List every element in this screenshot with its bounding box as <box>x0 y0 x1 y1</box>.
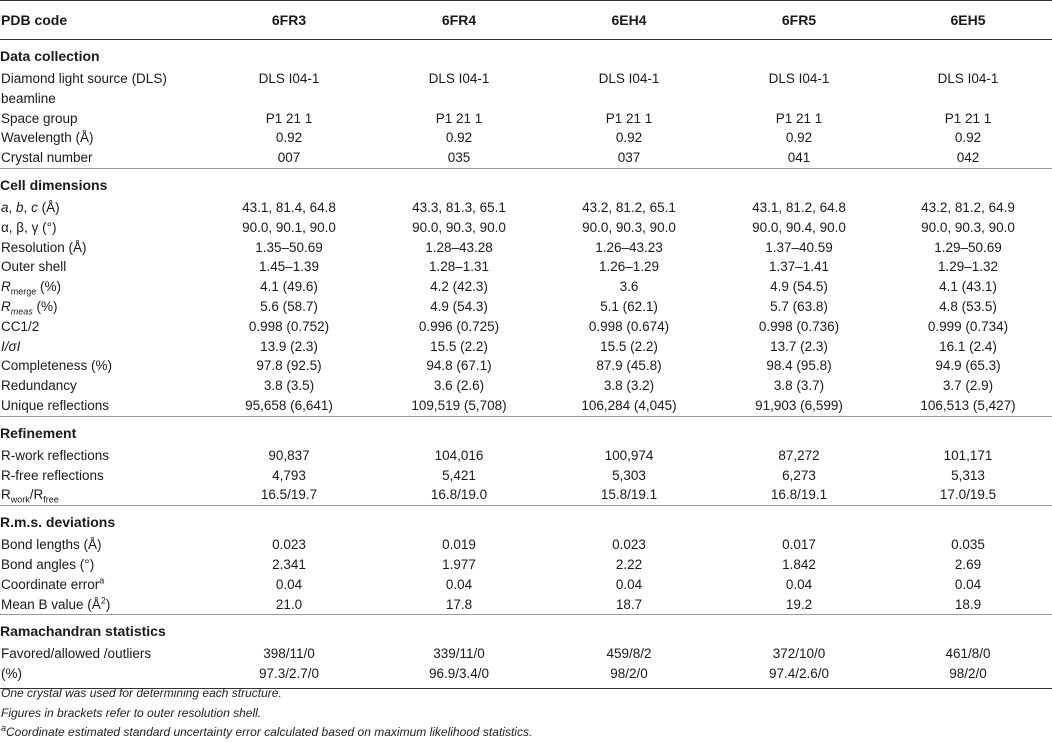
row-label-cc: CC1/2 <box>1 318 40 334</box>
cell: 5.6 (58.7) <box>260 298 318 314</box>
cell: 0.999 (0.734) <box>927 318 1009 334</box>
table-row <box>0 337 1052 357</box>
cell: 1.28–43.28 <box>425 239 493 255</box>
cell: 1.29–50.69 <box>934 239 1002 255</box>
cell: 98/2/0 <box>884 664 1052 688</box>
row-label-i-sigma: I/σI <box>1 338 21 354</box>
cell: 43.2, 81.2, 64.9 <box>921 199 1015 215</box>
footnote: One crystal was used for determining each structure. <box>1 686 282 700</box>
cell: 97.8 (92.5) <box>256 358 322 374</box>
header-label: PDB code <box>0 1 204 40</box>
cell: 4.8 (53.5) <box>939 298 997 314</box>
cell: 15.5 (2.2) <box>600 338 658 354</box>
cell: 15.8/19.1 <box>600 487 658 503</box>
cell: 0.04 <box>445 576 473 592</box>
table-row <box>0 317 1052 337</box>
row-label-favored: Favored/allowed /outliers <box>1 646 152 662</box>
cell: 007 <box>277 150 301 166</box>
table-row <box>0 277 1052 297</box>
cell: 90.0, 90.3, 90.0 <box>921 219 1015 235</box>
cell: 106,284 (4,045) <box>581 397 677 413</box>
cell: 1.28–1.31 <box>428 259 490 275</box>
cell: 0.92 <box>785 130 813 146</box>
cell: 104,016 <box>434 447 484 463</box>
cell: 3.8 (3.5) <box>263 378 315 394</box>
cell: 0.92 <box>445 130 473 146</box>
row-label-percent: (%) <box>0 664 204 688</box>
cell: 1.29–1.32 <box>937 259 999 275</box>
cell: 5,313 <box>951 467 985 483</box>
table-row <box>0 257 1052 277</box>
cell: 90.0, 90.1, 90.0 <box>242 219 336 235</box>
row-label-resolution: Resolution (Å) <box>1 239 87 255</box>
footnote: $^a$Coordinate estimated standard uncertainty error calculated based on maximum likelihood statistics. <box>1 723 533 739</box>
cell: 16.8/19.0 <box>430 487 488 503</box>
cell: 90.0, 90.3, 90.0 <box>412 219 506 235</box>
cell: 95,658 (6,641) <box>245 397 333 413</box>
table-row <box>0 69 1052 109</box>
table-row <box>0 356 1052 376</box>
section-row <box>0 40 1052 70</box>
cell: 43.1, 81.2, 64.8 <box>752 199 846 215</box>
row-label-rmeas: $R_{meas}$ (%) <box>1 298 58 317</box>
cell: DLS I04-1 <box>937 71 999 86</box>
cell: 339/11/0 <box>433 646 485 662</box>
row-label-rmerge: $R_{merge}$ (%) <box>1 279 62 297</box>
cell: 372/10/0 <box>772 646 826 662</box>
cell: P1 21 1 <box>605 110 653 126</box>
table-row <box>0 396 1052 416</box>
cell: 13.9 (2.3) <box>260 338 318 354</box>
cell: 94.8 (67.1) <box>426 358 492 374</box>
cell: 106,513 (5,427) <box>920 397 1016 413</box>
cell: 2.69 <box>954 556 982 572</box>
cell: 18.9 <box>954 596 982 612</box>
cell: P1 21 1 <box>435 110 483 126</box>
cell: 0.998 (0.736) <box>758 318 840 334</box>
cell: 18.7 <box>615 596 643 612</box>
row-label-mean-b: Mean B value $(Å^2)$ <box>1 595 111 612</box>
cell: 91,903 (6,599) <box>755 397 843 413</box>
table-row <box>0 148 1052 168</box>
cell: 3.6 (2.6) <box>433 378 485 394</box>
cell: 2.22 <box>615 556 643 572</box>
cell: 0.998 (0.752) <box>248 318 330 334</box>
cell: 4,793 <box>272 467 306 483</box>
cell: DLS I04-1 <box>768 71 830 86</box>
header-row <box>0 1 1052 40</box>
cell: 035 <box>447 150 471 166</box>
cell: 43.3, 81.3, 65.1 <box>412 199 506 215</box>
row-label-unique: Unique reflections <box>1 397 110 413</box>
table-row <box>0 128 1052 148</box>
cell: 3.6 <box>619 279 639 295</box>
table-row <box>0 575 1052 595</box>
cell: 0.023 <box>612 537 646 553</box>
cell: P1 21 1 <box>944 110 992 126</box>
cell: 037 <box>617 150 641 166</box>
section-row <box>0 615 1052 645</box>
table-row <box>0 238 1052 258</box>
cell: 1.37–1.41 <box>768 259 830 275</box>
cell: 398/11/0 <box>263 646 315 662</box>
row-label-bond-lengths: Bond lengths (Å) <box>1 537 102 553</box>
table-row <box>0 446 1052 466</box>
cell: 87.9 (45.8) <box>596 358 662 374</box>
row-label-crystal-number: Crystal number <box>1 150 93 166</box>
cell: 0.92 <box>275 130 303 146</box>
cell: 100,974 <box>604 447 654 463</box>
table-footnotes <box>1 684 532 743</box>
row-label-rwork-rfree: $R_{work}/R_{free}$ <box>1 487 59 506</box>
header-code: 6FR4 <box>374 1 544 40</box>
cell: 5,303 <box>612 467 646 483</box>
cell: 0.04 <box>615 576 643 592</box>
cell: 6,273 <box>782 467 816 483</box>
table-row <box>0 535 1052 555</box>
row-label-redundancy: Redundancy <box>1 378 77 394</box>
cell: 0.996 (0.725) <box>418 318 500 334</box>
cell: 17.0/19.5 <box>939 487 997 503</box>
cell: 13.7 (2.3) <box>770 338 828 354</box>
cell: 43.1, 81.4, 64.8 <box>242 199 336 215</box>
header-code: 6FR5 <box>714 1 884 40</box>
cell: 4.9 (54.3) <box>430 298 488 314</box>
section-row <box>0 416 1052 446</box>
row-label-outer-shell: Outer shell <box>1 259 67 275</box>
cell: 87,272 <box>778 447 820 463</box>
cell: 5,421 <box>442 467 476 483</box>
cell: 461/8/0 <box>945 646 991 662</box>
row-label-abc: a, b, c (Å) <box>1 199 60 215</box>
row-label-coord-error: Coordinate error$^a$ <box>1 575 105 592</box>
row-label-rwork-refl: R-work reflections <box>1 447 110 463</box>
footnote: Figures in brackets refer to outer resolution shell. <box>1 705 262 720</box>
cell: 19.2 <box>785 596 813 612</box>
cell: 16.8/19.1 <box>770 487 828 503</box>
section-refinement: Refinement <box>0 416 1052 446</box>
row-label-wavelength: Wavelength (Å) <box>1 130 94 146</box>
cell: 101,171 <box>943 447 993 463</box>
cell: 96.9/3.4/0 <box>374 664 544 688</box>
cell: DLS I04-1 <box>258 71 320 86</box>
cell: 109,519 (5,708) <box>411 397 507 413</box>
cell: 0.04 <box>275 576 303 592</box>
cell: 16.5/19.7 <box>260 487 318 503</box>
table-row <box>0 109 1052 129</box>
cell: 97.3/2.7/0 <box>204 664 374 688</box>
cell: 90.0, 90.4, 90.0 <box>752 219 846 235</box>
cell: 43.2, 81.2, 65.1 <box>582 199 676 215</box>
cell: 1.37–40.59 <box>765 239 833 255</box>
cell: 1.26–43.23 <box>595 239 663 255</box>
section-cell-dimensions: Cell dimensions <box>0 168 1052 198</box>
table-row <box>0 555 1052 575</box>
table-row <box>0 644 1052 664</box>
cell: 98.4 (95.8) <box>766 358 832 374</box>
cell: 98/2/0 <box>544 664 714 688</box>
cell: 0.017 <box>782 537 816 553</box>
table-row <box>0 198 1052 218</box>
section-ramachandran: Ramachandran statistics <box>0 615 1052 645</box>
cell: 3.7 (2.9) <box>942 378 994 394</box>
cell: 0.019 <box>442 537 476 553</box>
row-label-angles: α, β, γ (°) <box>1 219 57 235</box>
cell: 5.7 (63.8) <box>770 298 828 314</box>
section-row <box>0 506 1052 536</box>
cell: 90,837 <box>268 447 310 463</box>
cell: P1 21 1 <box>265 110 313 126</box>
section-data-collection: Data collection <box>0 48 100 64</box>
cell: 2.341 <box>272 556 306 572</box>
cell: DLS I04-1 <box>598 71 660 86</box>
row-label-space-group: Space group <box>1 110 78 126</box>
cell: 94.9 (65.3) <box>935 358 1001 374</box>
cell: 21.0 <box>275 596 303 612</box>
table-row <box>0 297 1052 317</box>
cell: 97.4/2.6/0 <box>714 664 884 688</box>
row-label-rfree-refl: R-free reflections <box>1 467 104 483</box>
cell: 4.1 (43.1) <box>939 279 997 295</box>
section-row <box>0 168 1052 198</box>
table-row <box>0 595 1052 615</box>
cell: 0.04 <box>954 576 982 592</box>
cell: 16.1 (2.4) <box>939 338 997 354</box>
table-row <box>0 485 1052 505</box>
cell: 1.977 <box>442 556 476 572</box>
row-label-completeness: Completeness (%) <box>1 358 113 374</box>
cell: 0.023 <box>272 537 306 553</box>
header-code: 6EH4 <box>544 1 714 40</box>
cell: 3.8 (3.2) <box>603 378 655 394</box>
cell: 0.035 <box>951 537 985 553</box>
table-row <box>0 218 1052 238</box>
cell: DLS I04-1 <box>428 71 490 86</box>
cell: 042 <box>956 150 980 166</box>
header-code: 6FR3 <box>204 1 374 40</box>
cell: 1.26–1.29 <box>598 259 660 275</box>
cell: 17.8 <box>445 596 473 612</box>
cell: 3.8 (3.7) <box>773 378 825 394</box>
cell: 90.0, 90.3, 90.0 <box>582 219 676 235</box>
cell: P1 21 1 <box>775 110 823 126</box>
cell: 1.35–50.69 <box>255 239 323 255</box>
row-label-bond-angles: Bond angles (°) <box>1 556 95 572</box>
cell: 0.92 <box>615 130 643 146</box>
cell: 5.1 (62.1) <box>600 298 658 314</box>
cell: 4.2 (42.3) <box>430 279 488 295</box>
cell: 1.45–1.39 <box>258 259 320 275</box>
row-label-beamline: Diamond light source (DLS) beamline <box>1 71 167 106</box>
cell: 0.998 (0.674) <box>588 318 670 334</box>
header-code: 6EH5 <box>884 1 1052 40</box>
cell: 041 <box>787 150 811 166</box>
cell: 0.04 <box>785 576 813 592</box>
table-row <box>0 466 1052 486</box>
cell: 4.1 (49.6) <box>260 279 318 295</box>
cell: 459/8/2 <box>606 646 652 662</box>
cell: 15.5 (2.2) <box>430 338 488 354</box>
section-rms: R.m.s. deviations <box>0 506 1052 536</box>
cell: 0.92 <box>954 130 982 146</box>
table-row <box>0 376 1052 396</box>
cell: 4.9 (54.5) <box>770 279 828 295</box>
cell: 1.842 <box>782 556 816 572</box>
